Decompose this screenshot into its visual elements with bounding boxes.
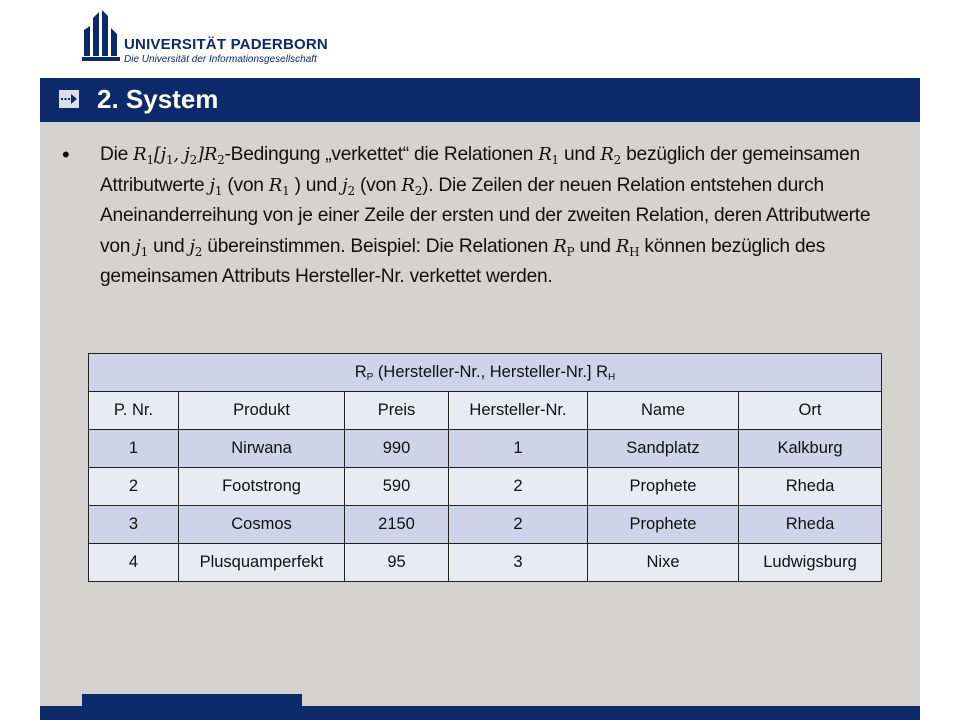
logo-title: UNIVERSITÄT PADERBORN <box>124 36 328 53</box>
table-cell: 3 <box>89 506 179 544</box>
table-cell: Rheda <box>739 506 882 544</box>
table-cell: Cosmos <box>179 506 345 544</box>
table-cell: Plusquamperfekt <box>179 544 345 582</box>
table-cell: 95 <box>345 544 449 582</box>
table-cell: Sandplatz <box>588 430 739 468</box>
column-header: Preis <box>345 392 449 430</box>
table-cell: 590 <box>345 468 449 506</box>
table-cell: Ludwigsburg <box>739 544 882 582</box>
university-logo <box>82 8 328 68</box>
table-cell: Nirwana <box>179 430 345 468</box>
table-row <box>89 544 882 582</box>
table-cell: Rheda <box>739 468 882 506</box>
bullet-marker: • <box>62 142 70 167</box>
university-logo-icon <box>82 8 122 62</box>
table-cell: Prophete <box>588 506 739 544</box>
table-cell: 990 <box>345 430 449 468</box>
table-row <box>89 430 882 468</box>
table-cell: Prophete <box>588 468 739 506</box>
table-row <box>89 506 882 544</box>
table-caption-row <box>89 354 882 392</box>
column-header: Ort <box>739 392 882 430</box>
table-header-row <box>89 392 882 430</box>
logo-subtitle: Die Universität der Informationsgesellschaft <box>124 54 317 65</box>
column-header: Hersteller-Nr. <box>449 392 588 430</box>
title-bar <box>40 78 920 122</box>
table-cell: 2 <box>449 468 588 506</box>
table-cell: Nixe <box>588 544 739 582</box>
table-cell: 2 <box>89 468 179 506</box>
table-cell: 4 <box>89 544 179 582</box>
footer-bar <box>40 706 920 720</box>
table-cell: 2150 <box>345 506 449 544</box>
table-caption: $R_P$ (Hersteller-Nr., Hersteller-Nr.] $R_H$ <box>89 354 882 392</box>
table-cell: 1 <box>449 430 588 468</box>
table-cell: Kalkburg <box>739 430 882 468</box>
table-cell: Footstrong <box>179 468 345 506</box>
relation-table <box>88 353 882 582</box>
table-cell: 3 <box>449 544 588 582</box>
column-header: Name <box>588 392 739 430</box>
arrow-right-icon <box>59 90 79 108</box>
page-title: 2. System <box>97 84 219 114</box>
table-row <box>89 468 882 506</box>
table-cell: 1 <box>89 430 179 468</box>
body-paragraph: Die $R_1[j_1$, $j_2]R_2$-Bedingung „verkettet“ die Relationen $R_1$ und $R_2$ bezüglich der gemeinsamen Attributwerte $j_1$ (von $R_1$ ) und $j_2$ (von $R_2$). Die Zeilen der neuen Relation entstehen durch Aneinanderreihung von je einer Zeile der ersten und der zweiten Relation, deren Attributwerte von $j_1$ und $j_2$ übereinstimmen. Beispiel: Die Relationen $R_P$ und $R_H$ können bezüglich des gemeinsamen Attributs Hersteller-Nr. verkettet werden. <box>100 144 871 288</box>
column-header: P. Nr. <box>89 392 179 430</box>
column-header: Produkt <box>179 392 345 430</box>
table-cell: 2 <box>449 506 588 544</box>
